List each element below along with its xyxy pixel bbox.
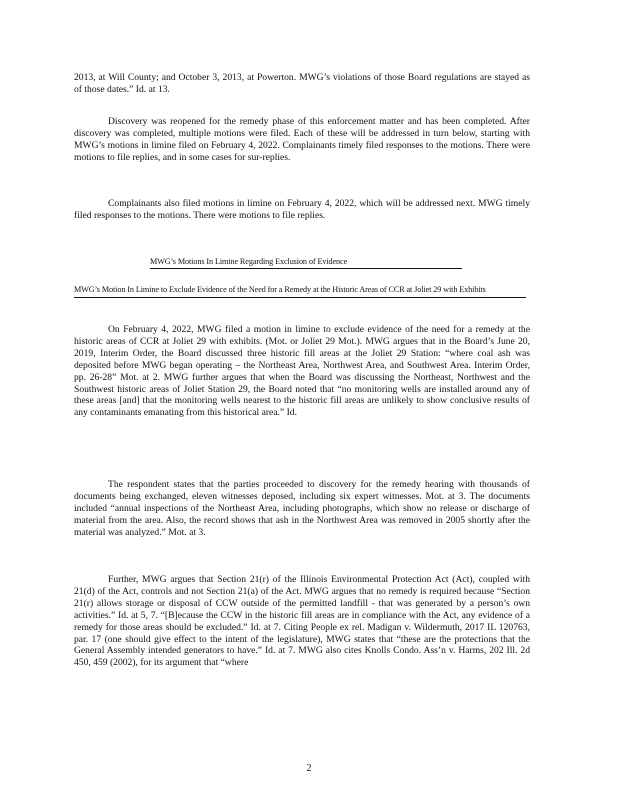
paragraph-intro-continuation: 2013, at Will County; and October 3, 2013, at Powerton. MWG’s violations of those Board regulations are stayed as of those dates.” Id. at 13. (74, 72, 530, 95)
paragraph-complainants-motions: Complainants also filed motions in limine on February 4, 2022, which will be addressed next. MWG timely filed responses to the motions. There were motions to file replies. (74, 198, 530, 221)
paragraph-discovery: Discovery was reopened for the remedy phase of this enforcement matter and has been completed. After discovery was completed, multiple motions were filed. Each of these will be addressed in turn below, starting with MWG’s motions in limine filed on February 4, 2022. Complainants timely filed responses to the motions. There were motions to file replies, and in some cases for sur-replies. (74, 116, 530, 163)
paragraph-section-21r-argument: Further, MWG argues that Section 21(r) of the Illinois Environmental Protection Act (Act), coupled with 21(d) of the Act, controls and not Section 21(a) of the Act. MWG argues that no remedy is required because “Section 21(r) allows storage or disposal of CCW outside of the permitted landfill - that was generated by a person’s own activities.” Id. at 5, 7. “[B]ecause the CCW in the historic fill areas are in compliance with the Act, any evidence of a remedy for those areas should be excluded.” Id. at 7. Citing People ex rel. Madigan v. Wildermuth, 2017 IL 120763, par. 17 (one should give effect to the intent of the legislature), MWG states that “these are the protections that the General Assembly intended generators to have.” Id. at 7. MWG also cites Knolls Condo. Ass’n v. Harms, 202 Ill. 2d 450, 459 (2002), for its argument that “where (74, 574, 530, 669)
paragraph-respondent-discovery: The respondent states that the parties proceeded to discovery for the remedy hearing with thousands of documents being exchanged, eleven witnesses deposed, including six expert witnesses. Mot. at 3. The documents included “annual inspections of the Northeast Area, including photographs, which show no release or discharge of material from the area. Also, the record shows that ash in the Northwest Area was removed in 2005 shortly after the material was analyzed.” Mot. at 3. (74, 479, 530, 538)
subsection-heading: MWG’s Motion In Limine to Exclude Evidence of the Need for a Remedy at the Historic Areas of CCR at Joliet 29 with Exhibits (74, 284, 526, 298)
section-heading: MWG’s Motions In Limine Regarding Exclusion of Evidence (150, 257, 462, 269)
page-number: 2 (306, 763, 312, 774)
paragraph-joliet29-motion: On February 4, 2022, MWG filed a motion in limine to exclude evidence of the need for a remedy at the historic areas of CCR at Joliet 29 with exhibits. (Mot. or Joliet 29 Mot.). MWG argues that in the Board’s June 20, 2019, Interim Order, the Board discussed three historic fill areas at the Joliet 29 Station: “where coal ash was deposited before MWG began operating – the Northeast Area, Northwest Area, and Southwest Area. Interim Order, pp. 26-28” Mot. at 2. MWG further argues that when the Board was discussing the Northeast, Northwest and the Southwest historic areas of Joliet Station 29, the Board noted that “no monitoring wells are installed around any of these areas [and] that the monitoring wells nearest to the historic fill areas are unlikely to show conclusive results of any contaminants emanating from this historical area.” Id. (74, 324, 530, 419)
